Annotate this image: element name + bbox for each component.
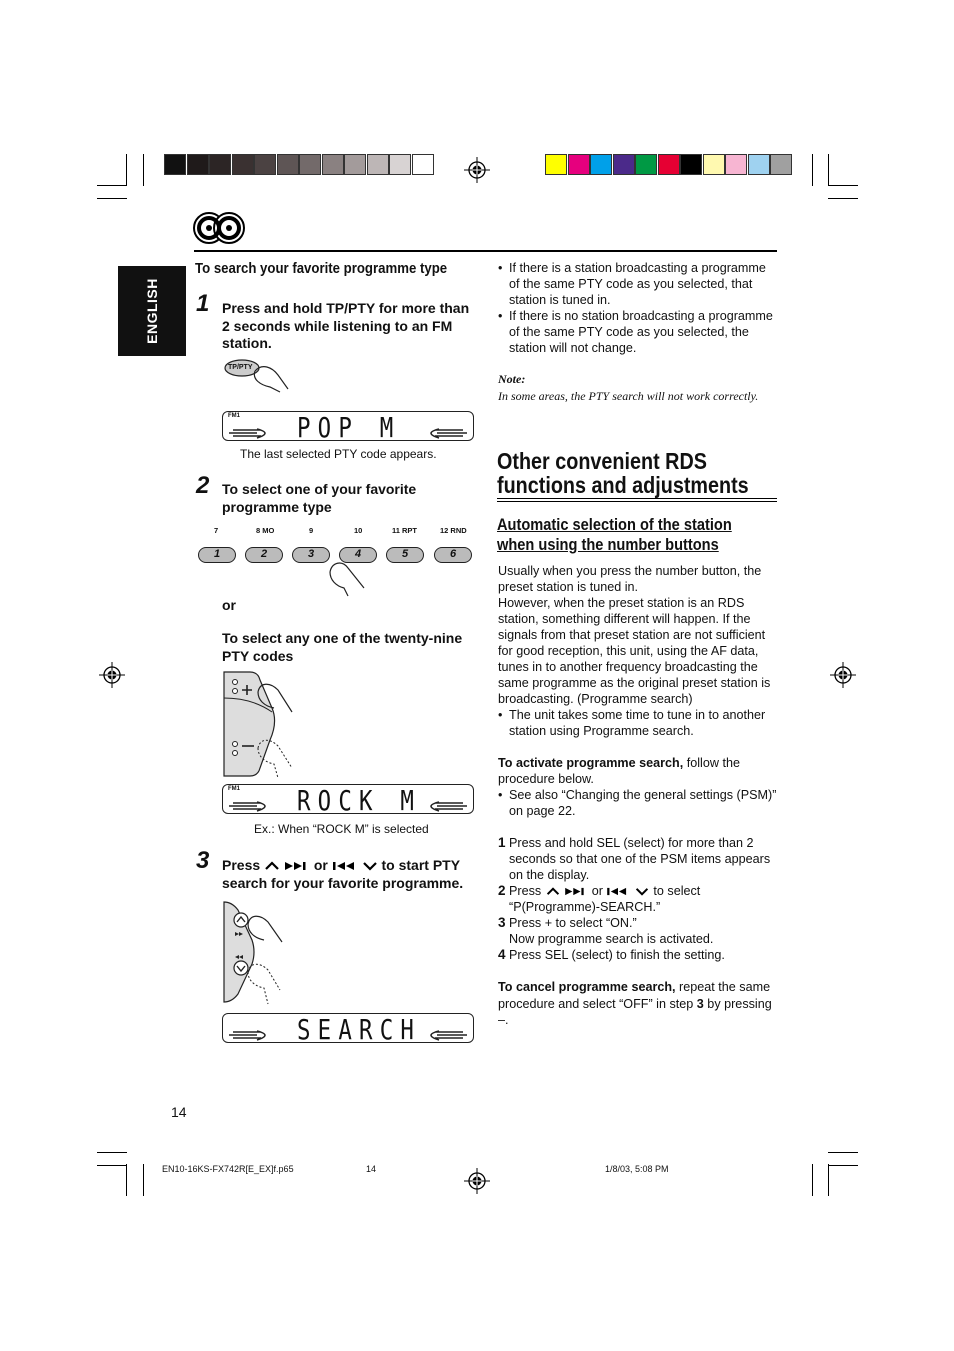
- skip-forward-icon: [284, 861, 310, 871]
- step-number: 3: [196, 847, 210, 874]
- gray-swatch: [322, 154, 344, 175]
- preset-button-2[interactable]: 2: [245, 547, 283, 563]
- programme-search-description: [498, 563, 780, 739]
- crop-mark: [828, 1165, 858, 1166]
- tp-pty-label: TP/PTY: [228, 364, 253, 371]
- step-number: 1: [196, 290, 210, 317]
- preset-label: 9: [309, 526, 314, 535]
- skip-forward-icon: [564, 887, 588, 896]
- step-1-text: Press and hold TP/PTY for more than 2 seconds while listening to an FM station.: [222, 300, 470, 351]
- gray-swatch: [412, 154, 434, 175]
- or-text: or: [222, 597, 236, 613]
- crop-mark: [126, 154, 127, 186]
- lcd-display-pop: [222, 411, 474, 444]
- color-swatch: [635, 154, 657, 175]
- up-arrow-icon: [264, 861, 280, 871]
- preset-button-1[interactable]: 1: [198, 547, 236, 563]
- section-title: Other convenient RDS functions and adjustments: [497, 448, 749, 498]
- display-caption: The last selected PTY code appears.: [240, 447, 437, 461]
- gray-swatch: [232, 154, 254, 175]
- gray-swatch: [367, 154, 389, 175]
- display-text: POP M: [297, 411, 401, 444]
- list-item: • If there is a station broadcasting a programme of the same PTY code as you selected, that station is tuned in.: [498, 260, 778, 308]
- crop-mark: [828, 185, 858, 186]
- pty-result-bullets: [498, 260, 778, 356]
- color-swatch: [725, 154, 747, 175]
- crop-mark: [97, 1152, 127, 1153]
- crop-mark: [812, 154, 813, 186]
- paragraph: To activate programme search, follow the procedure below.: [498, 756, 740, 786]
- crop-mark: [828, 154, 829, 186]
- list-item: 2 Press or to select “P(Programme)-SEARCH.”: [498, 883, 701, 914]
- preset-button-6[interactable]: 6: [434, 547, 472, 563]
- list-item: • The unit takes some time to tune in to another station using Programme search.: [498, 707, 780, 739]
- display-swoosh-right-icon: [421, 1029, 469, 1041]
- list-item: 4 Press SEL (select) to finish the setting.: [498, 947, 725, 962]
- paragraph: Usually when you press the number button, the preset station is tuned in.: [498, 564, 762, 594]
- color-swatch: [613, 154, 635, 175]
- gray-swatch: [187, 154, 209, 175]
- footer-date: 1/8/03, 5:08 PM: [605, 1164, 669, 1174]
- note-label: Note:: [498, 372, 526, 386]
- lcd-display-rock: [222, 784, 474, 817]
- color-swatch: [703, 154, 725, 175]
- step-2b-text: To select any one of the twenty-nine PTY codes: [222, 630, 463, 664]
- list-item: 1 Press and hold SEL (select) for more than 2 seconds so that one of the PSM items appears on the display.: [498, 835, 771, 882]
- crop-mark: [126, 1164, 127, 1196]
- gray-swatch: [209, 154, 231, 175]
- registration-mark-icon: [99, 662, 125, 688]
- footer-filename: EN10-16KS-FX742R[E_EX]f.p65: [162, 1164, 294, 1174]
- gray-swatch: [344, 154, 366, 175]
- up-arrow-icon: [545, 887, 561, 896]
- preset-label: 8 MO: [256, 526, 275, 535]
- display-swoosh-right-icon: [421, 427, 469, 439]
- registration-mark-icon: [464, 1168, 490, 1194]
- step-number: 2: [196, 472, 210, 499]
- list-item: 3 Press + to select “ON.” Now programme search is activated.: [498, 915, 714, 946]
- skip-back-icon: [606, 887, 630, 896]
- color-swatch: [680, 154, 702, 175]
- lcd-display-search: [222, 1013, 474, 1046]
- subsection-title: Automatic selection of the station when using the number buttons: [497, 515, 732, 554]
- crop-mark: [812, 1164, 813, 1196]
- display-swoosh-right-icon: [421, 800, 469, 812]
- crop-mark: [97, 185, 127, 186]
- rds-logo-icon: [193, 211, 245, 245]
- preset-label: 7: [214, 526, 219, 535]
- display-swoosh-left-icon: [227, 800, 273, 812]
- step-2-text: To select one of your favorite programme type: [222, 481, 417, 515]
- crop-mark: [828, 1152, 858, 1153]
- crop-mark: [97, 198, 127, 199]
- preset-label: 10: [354, 526, 363, 535]
- color-swatch: [545, 154, 567, 175]
- finger-press-icon: [326, 558, 366, 598]
- display-text: SEARCH: [297, 1013, 422, 1046]
- crop-mark: [97, 1165, 127, 1166]
- step-3-text-line2: search for your favorite programme.: [222, 875, 464, 891]
- color-swatch: [748, 154, 770, 175]
- footer-page: 14: [366, 1164, 377, 1174]
- paragraph: However, when the preset station is an RDS station, something different will happen. If the signals from that preset station are not sufficient for good reception, this unit, using the AF data, tunes in to another frequency broadcasting the same programme as the original preset station is broadcasting. (Programme search): [498, 596, 771, 706]
- preset-label: 12 RND: [440, 526, 467, 535]
- color-swatch: [568, 154, 590, 175]
- color-swatch: [770, 154, 792, 175]
- display-swoosh-left-icon: [227, 427, 273, 439]
- display-text: ROCK M: [297, 784, 422, 817]
- gray-swatch: [277, 154, 299, 175]
- preset-button-3[interactable]: 3: [292, 547, 330, 563]
- registration-mark-icon: [830, 662, 856, 688]
- up-down-control-illustration: [222, 900, 284, 1006]
- gray-swatch: [164, 154, 186, 175]
- color-swatch: [658, 154, 680, 175]
- activate-instructions: [498, 755, 780, 819]
- down-arrow-icon: [634, 887, 650, 896]
- language-tab: ENGLISH: [118, 266, 186, 356]
- title-rule: [497, 498, 777, 499]
- gray-swatch: [389, 154, 411, 175]
- crop-mark: [143, 154, 144, 186]
- section-heading: To search your favorite programme type: [195, 260, 448, 277]
- down-arrow-icon: [362, 861, 378, 871]
- cancel-instructions: To cancel programme search, repeat the same procedure and select “OFF” in step 3 by pressing –.: [498, 980, 772, 1027]
- plus-minus-control-illustration: [222, 668, 294, 780]
- band-indicator: FM1: [228, 786, 240, 792]
- title-rule: [497, 501, 777, 502]
- activate-steps: [498, 835, 780, 963]
- preset-button-4[interactable]: 4: [339, 547, 377, 563]
- registration-mark-icon: [464, 157, 490, 183]
- band-indicator: FM1: [228, 413, 240, 419]
- display-caption: Ex.: When “ROCK M” is selected: [254, 822, 429, 836]
- skip-back-icon: [332, 861, 358, 871]
- display-swoosh-left-icon: [227, 1029, 273, 1041]
- note-text: In some areas, the PTY search will not work correctly.: [498, 389, 759, 403]
- crop-mark: [828, 198, 858, 199]
- color-swatch: [590, 154, 612, 175]
- tp-pty-button-illustration: [222, 357, 292, 393]
- step-3-text: Press or to start PTY: [222, 857, 461, 873]
- page-number: 14: [171, 1104, 187, 1120]
- list-item: • If there is no station broadcasting a programme of the same PTY code as you selected, the station will not change.: [498, 308, 778, 356]
- crop-mark: [828, 1164, 829, 1196]
- crop-mark: [143, 1164, 144, 1196]
- gray-swatch: [299, 154, 321, 175]
- gray-swatch: [254, 154, 276, 175]
- preset-label: 11 RPT: [392, 526, 418, 535]
- list-item: • See also “Changing the general settings (PSM)” on page 22.: [498, 787, 780, 819]
- header-rule: [194, 250, 777, 252]
- preset-button-5[interactable]: 5: [386, 547, 424, 563]
